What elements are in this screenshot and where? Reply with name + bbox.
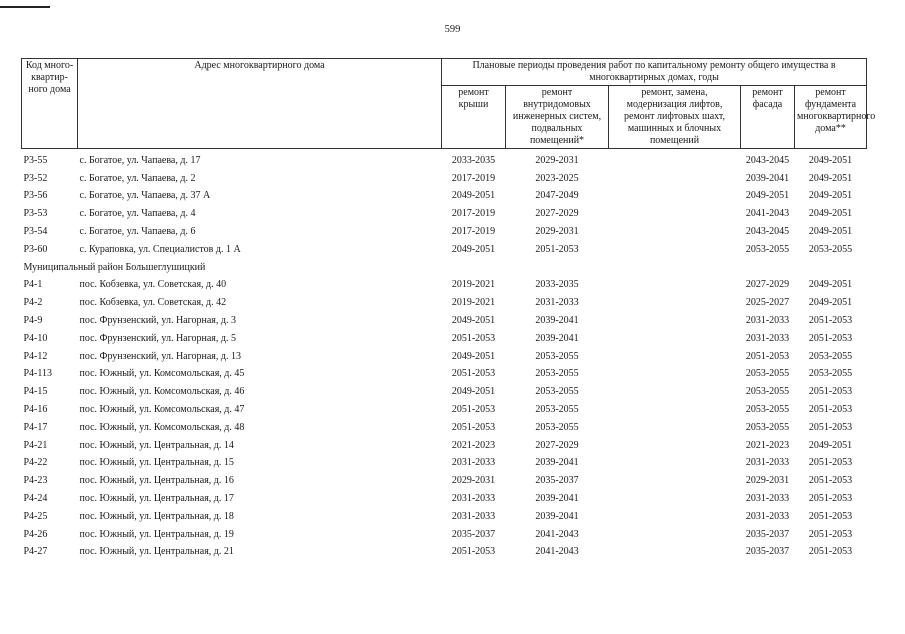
cell-code: Р4-17 [23, 421, 48, 433]
cell-systems: 2029-2031 [535, 154, 579, 166]
cell-roof: 2049-2051 [451, 386, 496, 398]
table-row [22, 188, 867, 206]
cell-address: с. Богатое, ул. Чапаева, д. 4 [79, 208, 196, 220]
cell-code: Р4-10 [23, 332, 48, 344]
district-label: Муниципальный район Большеглушицкий [23, 261, 206, 273]
cell-roof: 2051-2053 [451, 368, 496, 380]
cell-foundation: 2049-2051 [808, 226, 853, 238]
cell-lifts [609, 419, 741, 437]
header-roof: ремонт крыши [442, 86, 506, 149]
capital-repair-table [21, 58, 876, 561]
cell-foundation: 2049-2051 [808, 172, 853, 184]
cell-roof: 2017-2019 [451, 208, 496, 220]
cell-roof: 2049-2051 [451, 315, 496, 327]
table-row [22, 223, 867, 241]
cell-facade: 2041-2043 [745, 208, 790, 220]
cell-lifts [609, 437, 741, 455]
cell-address: пос. Южный, ул. Центральная, д. 19 [79, 528, 234, 540]
cell-foundation: 2051-2053 [808, 493, 853, 505]
cell-facade: 2031-2033 [745, 457, 790, 469]
table-row [22, 508, 867, 526]
cell-lifts [609, 330, 741, 348]
table-body [22, 149, 867, 562]
cell-code: Р4-24 [23, 493, 48, 505]
cell-address: пос. Южный, ул. Центральная, д. 17 [79, 493, 234, 505]
cell-systems: 2053-2055 [535, 368, 579, 380]
cell-systems: 2053-2055 [535, 421, 579, 433]
cell-facade: 2031-2033 [745, 493, 790, 505]
cell-lifts [609, 294, 741, 312]
table-row [22, 526, 867, 544]
cell-foundation: 2049-2051 [808, 279, 853, 291]
cell-code: Р3-55 [23, 154, 48, 166]
cell-code: Р4-27 [23, 546, 48, 558]
cell-roof: 2019-2021 [451, 297, 496, 309]
cell-lifts [609, 544, 741, 562]
cell-code: Р4-15 [23, 386, 48, 398]
cell-code: Р4-23 [23, 475, 48, 487]
cell-facade: 2053-2055 [745, 386, 790, 398]
cell-foundation: 2051-2053 [808, 421, 853, 433]
cell-foundation: 2051-2053 [808, 315, 853, 327]
table-row [22, 472, 867, 490]
header-lifts: ремонт, замена, модернизация лифтов, ремонт лифтовых шахт, машинных и блочных помещений [609, 86, 741, 149]
cell-facade: 2031-2033 [745, 315, 790, 327]
cell-address: пос. Фрунзенский, ул. Нагорная, д. 13 [79, 350, 241, 362]
cell-roof: 2035-2037 [451, 528, 496, 540]
cell-roof: 2031-2033 [451, 510, 496, 522]
table-row [22, 419, 867, 437]
cell-facade: 2021-2023 [745, 439, 790, 451]
cell-lifts [609, 490, 741, 508]
cell-lifts [609, 348, 741, 366]
cell-systems: 2029-2031 [535, 226, 579, 238]
header-code: Код много-квартир-ного дома [22, 59, 78, 149]
cell-lifts [609, 205, 741, 223]
cell-systems: 2053-2055 [535, 350, 579, 362]
cell-roof: 2051-2053 [451, 546, 496, 558]
header-facade: ремонт фасада [741, 86, 795, 149]
cell-code: Р4-22 [23, 457, 48, 469]
cell-roof: 2017-2019 [451, 172, 496, 184]
cell-facade: 2035-2037 [745, 546, 790, 558]
cell-address: с. Богатое, ул. Чапаева, д. 2 [79, 172, 196, 184]
cell-systems: 2039-2041 [535, 332, 579, 344]
cell-systems: 2033-2035 [535, 279, 579, 291]
cell-facade: 2053-2055 [745, 243, 790, 255]
table-row [22, 205, 867, 223]
cell-systems: 2051-2053 [535, 243, 579, 255]
cell-foundation: 2049-2051 [808, 190, 853, 202]
cell-code: Р4-2 [23, 297, 43, 309]
cell-roof: 2051-2053 [451, 332, 496, 344]
cell-address: пос. Южный, ул. Центральная, д. 21 [79, 546, 234, 558]
cell-facade: 2025-2027 [745, 297, 790, 309]
cell-roof: 2051-2053 [451, 404, 496, 416]
cell-foundation: 2049-2051 [808, 154, 853, 166]
cell-systems: 2053-2055 [535, 404, 579, 416]
cell-systems: 2039-2041 [535, 493, 579, 505]
cell-roof: 2021-2023 [451, 439, 496, 451]
cell-address: пос. Южный, ул. Центральная, д. 14 [79, 439, 234, 451]
cell-address: пос. Южный, ул. Центральная, д. 18 [79, 510, 234, 522]
cell-facade: 2029-2031 [745, 475, 790, 487]
cell-facade: 2035-2037 [745, 528, 790, 540]
page-number: 599 [444, 24, 461, 35]
header-systems: ремонт внутридомовых инженерных систем, подвальных помещений* [506, 86, 609, 149]
cell-foundation: 2051-2053 [808, 510, 853, 522]
cell-systems: 2035-2037 [535, 475, 579, 487]
table-row [22, 544, 867, 562]
cell-foundation: 2049-2051 [808, 439, 853, 451]
cell-foundation: 2053-2055 [808, 243, 853, 255]
cell-systems: 2053-2055 [535, 386, 579, 398]
header-address: Адрес многоквартирного дома [78, 59, 442, 149]
cell-lifts [609, 455, 741, 473]
cell-code: Р4-16 [23, 404, 48, 416]
cell-systems: 2041-2043 [535, 546, 579, 558]
cell-systems: 2039-2041 [535, 315, 579, 327]
cell-facade: 2039-2041 [745, 172, 790, 184]
cell-code: Р4-9 [23, 315, 43, 327]
header-periods: Плановые периоды проведения работ по капитальному ремонту общего имущества в многоквартирных домах, годы [442, 59, 867, 86]
cell-roof: 2031-2033 [451, 457, 496, 469]
table-row [22, 366, 867, 384]
cell-code: Р4-1 [23, 279, 43, 291]
cell-lifts [609, 366, 741, 384]
cell-foundation: 2053-2055 [808, 368, 853, 380]
cell-address: пос. Южный, ул. Комсомольская, д. 46 [79, 386, 245, 398]
cell-code: Р4-26 [23, 528, 48, 540]
cell-code: Р3-54 [23, 226, 48, 238]
cell-address: с. Богатое, ул. Чапаева, д. 6 [79, 226, 196, 238]
cell-roof: 2031-2033 [451, 493, 496, 505]
cell-code: Р3-53 [23, 208, 48, 220]
cell-foundation: 2051-2053 [808, 528, 853, 540]
cell-lifts [609, 188, 741, 206]
cell-lifts [609, 149, 741, 170]
cell-systems: 2041-2043 [535, 528, 579, 540]
cell-systems: 2023-2025 [535, 172, 579, 184]
cell-systems: 2047-2049 [535, 190, 579, 202]
cell-lifts [609, 241, 741, 259]
table-row [22, 294, 867, 312]
district-row [22, 259, 867, 277]
cell-address: пос. Кобзевка, ул. Советская, д. 42 [79, 297, 227, 309]
cell-foundation: 2051-2053 [808, 404, 853, 416]
header-foundation: ремонт фундамента многоквартирного дома** [795, 86, 867, 149]
cell-facade: 2053-2055 [745, 368, 790, 380]
cell-address: с. Кураповка, ул. Специалистов д. 1 А [79, 243, 241, 255]
table-row [22, 330, 867, 348]
table-row [22, 277, 867, 295]
cell-systems: 2039-2041 [535, 510, 579, 522]
cell-foundation: 2051-2053 [808, 332, 853, 344]
cell-lifts [609, 312, 741, 330]
cell-roof: 2049-2051 [451, 243, 496, 255]
cell-foundation: 2051-2053 [808, 546, 853, 558]
table-row [22, 490, 867, 508]
cell-foundation: 2051-2053 [808, 457, 853, 469]
cell-lifts [609, 170, 741, 188]
cell-facade: 2053-2055 [745, 421, 790, 433]
cell-foundation: 2049-2051 [808, 297, 853, 309]
cell-code: Р3-60 [23, 243, 48, 255]
cell-address: пос. Кобзевка, ул. Советская, д. 40 [79, 279, 227, 291]
cell-address: пос. Фрунзенский, ул. Нагорная, д. 3 [79, 315, 236, 327]
cell-roof: 2049-2051 [451, 190, 496, 202]
cell-lifts [609, 508, 741, 526]
cell-address: с. Богатое, ул. Чапаева, д. 37 А [79, 190, 211, 202]
cell-foundation: 2051-2053 [808, 386, 853, 398]
cell-roof: 2029-2031 [451, 475, 496, 487]
cell-lifts [609, 526, 741, 544]
cell-lifts [609, 277, 741, 295]
cell-facade: 2051-2053 [745, 350, 790, 362]
cell-code: Р4-21 [23, 439, 48, 451]
cell-facade: 2043-2045 [745, 154, 790, 166]
cell-systems: 2039-2041 [535, 457, 579, 469]
cell-facade: 2031-2033 [745, 510, 790, 522]
table-row [22, 383, 867, 401]
table-row [22, 437, 867, 455]
cell-address: с. Богатое, ул. Чапаева, д. 17 [79, 154, 201, 166]
table-row [22, 241, 867, 259]
cell-address: пос. Южный, ул. Центральная, д. 15 [79, 457, 234, 469]
cell-facade: 2049-2051 [745, 190, 790, 202]
cell-foundation: 2049-2051 [808, 208, 853, 220]
cell-systems: 2027-2029 [535, 208, 579, 220]
cell-lifts [609, 383, 741, 401]
cell-code: Р4-25 [23, 510, 48, 522]
cell-address: пос. Южный, ул. Комсомольская, д. 48 [79, 421, 245, 433]
cell-systems: 2027-2029 [535, 439, 579, 451]
cell-code: Р4-12 [23, 350, 48, 362]
cell-facade: 2027-2029 [745, 279, 790, 291]
table-row [22, 348, 867, 366]
table-row [22, 170, 867, 188]
cell-address: пос. Фрунзенский, ул. Нагорная, д. 5 [79, 332, 236, 344]
cell-code: Р4-113 [23, 368, 53, 380]
cell-facade: 2031-2033 [745, 332, 790, 344]
cell-address: пос. Южный, ул. Комсомольская, д. 45 [79, 368, 245, 380]
cell-code: Р3-56 [23, 190, 48, 202]
cell-facade: 2043-2045 [745, 226, 790, 238]
cell-lifts [609, 472, 741, 490]
cell-roof: 2019-2021 [451, 279, 496, 291]
cell-roof: 2017-2019 [451, 226, 496, 238]
table-row [22, 312, 867, 330]
cell-lifts [609, 223, 741, 241]
cell-systems: 2031-2033 [535, 297, 579, 309]
table-row [22, 455, 867, 473]
cell-roof: 2051-2053 [451, 421, 496, 433]
cell-address: пос. Южный, ул. Комсомольская, д. 47 [79, 404, 245, 416]
cell-address: пос. Южный, ул. Центральная, д. 16 [79, 475, 234, 487]
table-header [22, 59, 876, 149]
table-row [22, 401, 867, 419]
cell-facade: 2053-2055 [745, 404, 790, 416]
cell-foundation: 2053-2055 [808, 350, 853, 362]
cell-foundation: 2051-2053 [808, 475, 853, 487]
cell-lifts [609, 401, 741, 419]
cell-roof: 2049-2051 [451, 350, 496, 362]
table-row [22, 149, 867, 170]
corner-rule [0, 6, 50, 8]
cell-code: Р3-52 [23, 172, 48, 184]
cell-roof: 2033-2035 [451, 154, 496, 166]
